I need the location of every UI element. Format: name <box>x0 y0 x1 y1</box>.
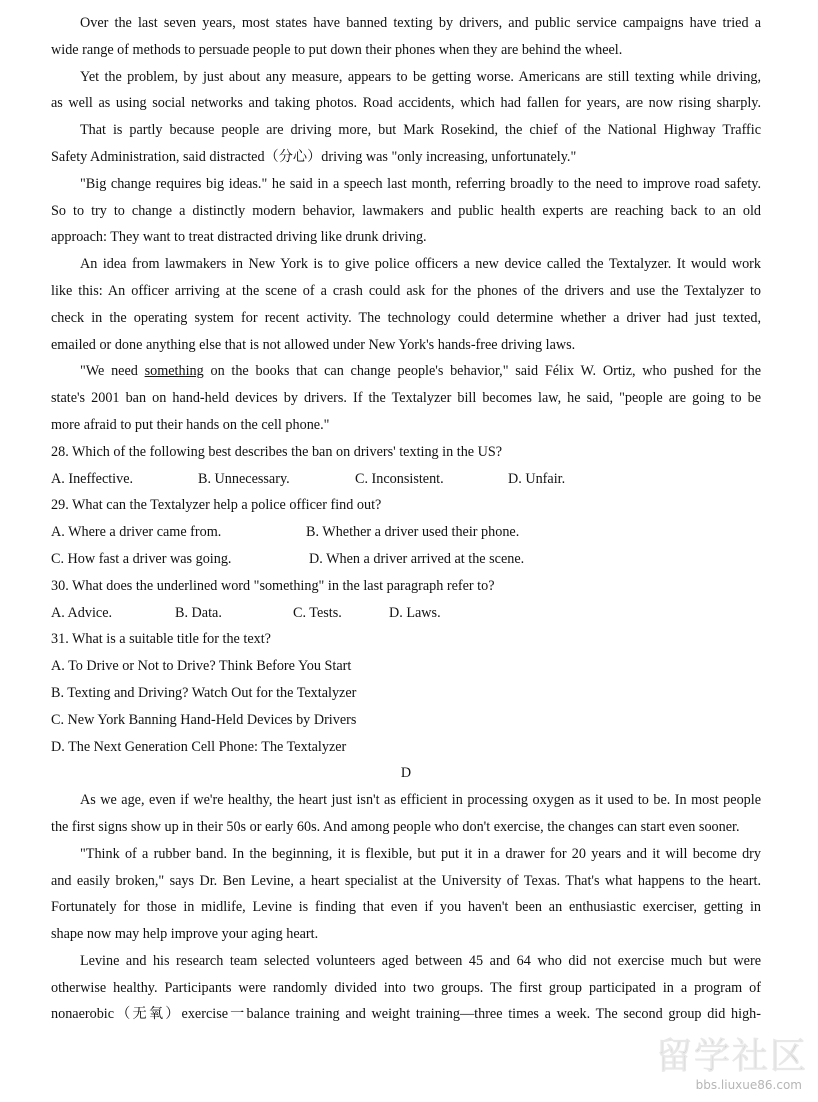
option-c: C. New York Banning Hand-Held Devices by Drivers <box>51 711 357 728</box>
question-stem: 28. Which of the following best describes the ban on drivers' texting in the US? <box>51 443 503 460</box>
answer-options <box>51 546 761 573</box>
text-line: "Think of a rubber band. In the beginning, it is flexible, but put it in a drawer for 20 years and it will become dry <box>80 845 761 862</box>
option-d: D. Unfair. <box>508 470 566 487</box>
passage-d-paragraph-3 <box>51 948 761 1028</box>
text-line: as well as using social networks and taking photos. Road accidents, which had fallen for years, are now rising sharply. <box>51 95 761 112</box>
question-29 <box>51 492 761 572</box>
question-stem: 31. What is a suitable title for the text? <box>51 631 271 648</box>
option-d: D. When a driver arrived at the scene. <box>309 550 525 567</box>
option-a: A. To Drive or Not to Drive? Think Before You Start <box>51 658 352 675</box>
text-line: more afraid to put their hands on the cell phone." <box>51 416 330 433</box>
text-line: wide range of methods to persuade people to put down their phones when they are behind the wheel. <box>51 41 623 58</box>
option-c: C. Inconsistent. <box>355 470 444 487</box>
question-30 <box>51 573 761 627</box>
text-line: check in the operating system for recent activity. The technology could determine whether a driver had just texted, <box>51 309 761 326</box>
option-b: B. Data. <box>175 604 222 621</box>
section-heading: D <box>400 765 412 782</box>
option-a: A. Ineffective. <box>51 470 134 487</box>
option-d: D. Laws. <box>389 604 441 621</box>
option-d: D. The Next Generation Cell Phone: The Textalyzer <box>51 738 347 755</box>
text-line: Safety Administration, said distracted（分心）driving was "only increasing, unfortunately." <box>51 148 577 165</box>
passage-c-paragraph-2 <box>51 64 761 118</box>
text-segment: "We need <box>80 363 145 380</box>
text-line: like this: An officer arriving at the scene of a crash could ask for the phones of the drivers and use the Textalyzer to <box>51 282 761 299</box>
text-line <box>51 358 761 385</box>
text-line: and easily broken," says Dr. Ben Levine, a heart specialist at the University of Texas. That's what happens to the heart. <box>51 872 761 889</box>
text-line: That is partly because people are driving more, but Mark Rosekind, the chief of the National Highway Traffic <box>80 122 761 139</box>
option-c: C. How fast a driver was going. <box>51 550 232 567</box>
text-line: Yet the problem, by just about any measure, appears to be getting worse. Americans are still texting while driving, <box>80 68 761 85</box>
text-line: the first signs show up in their 50s or early 60s. And among people who don't exercise, the changes can start even sooner. <box>51 818 740 835</box>
text-segment: on the books that can change people's behavior," said Félix W. Ortiz, who pushed for the <box>203 363 762 380</box>
passage-d-paragraph-1 <box>51 787 761 841</box>
text-line: shape now may help improve your aging heart. <box>51 926 319 943</box>
passage-c-paragraph-6 <box>51 358 761 438</box>
question-stem: 29. What can the Textalyzer help a police officer find out? <box>51 497 382 514</box>
answer-options <box>51 600 761 627</box>
option-b: B. Whether a driver used their phone. <box>306 524 520 541</box>
passage-c-paragraph-5 <box>51 251 761 358</box>
site-watermark <box>652 1026 812 1096</box>
answer-options <box>51 466 761 493</box>
text-line: Fortunately for those in midlife, Levine is finding that even if you haven't been an enthusiastic exerciser, getting in <box>51 899 761 916</box>
question-28 <box>51 439 761 493</box>
question-31 <box>51 626 761 760</box>
answer-options <box>51 519 761 546</box>
text-line: state's 2001 ban on hand-held devices by drivers. If the Textalyzer bill becomes law, he said, "people are going to be <box>51 390 761 407</box>
option-b: B. Unnecessary. <box>198 470 290 487</box>
text-line: So to try to change a distinctly modern behavior, lawmakers and public health experts are reaching back to an old <box>51 202 761 219</box>
option-b: B. Texting and Driving? Watch Out for the Textalyzer <box>51 684 357 701</box>
text-line: As we age, even if we're healthy, the heart just isn't as efficient in processing oxygen as it used to be. In most people <box>80 792 761 809</box>
text-line: emailed or done anything else that is not allowed under New York's hands-free driving laws. <box>51 336 576 353</box>
text-line: An idea from lawmakers in New York is to give police officers a new device called the Textalyzer. It would work <box>80 256 761 273</box>
text-line: approach: They want to treat distracted driving like drunk driving. <box>51 229 427 246</box>
underlined-word: something <box>144 363 204 380</box>
option-c: C. Tests. <box>293 604 342 621</box>
passage-c-paragraph-4 <box>51 171 761 251</box>
option-a: A. Advice. <box>51 604 113 621</box>
passage-d-paragraph-2 <box>51 841 761 948</box>
passage-c-paragraph-3 <box>51 117 761 171</box>
question-stem: 30. What does the underlined word "something" in the last paragraph refer to? <box>51 577 495 594</box>
text-line: Over the last seven years, most states have banned texting by drivers, and public service campaigns have tried a <box>80 15 761 31</box>
option-a: A. Where a driver came from. <box>51 524 222 541</box>
text-line: otherwise healthy. Participants were randomly divided into two groups. The first group participated in a program of <box>51 979 761 996</box>
document-page <box>51 10 761 1028</box>
text-line: nonaerobic（无氧）exercise一balance training and weight training—three times a week. The second group did high- <box>51 1006 761 1023</box>
watermark-url: bbs.liuxue86.com <box>695 1078 802 1092</box>
watermark-logo-text: 留学社区 <box>655 1036 808 1077</box>
text-line: Levine and his research team selected volunteers aged between 45 and 64 who did not exercise much but were <box>80 952 761 969</box>
passage-c-paragraph-1 <box>51 10 761 64</box>
text-line: "Big change requires big ideas." he said in a speech last month, referring broadly to the need to improve road safety. <box>80 175 761 192</box>
